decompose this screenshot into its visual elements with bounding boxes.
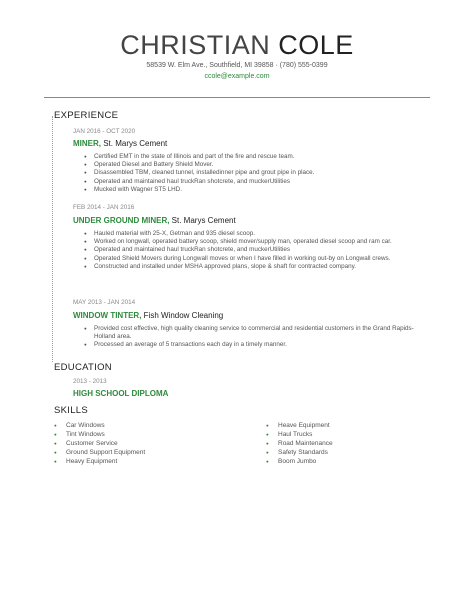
skill-item: ● Car Windows	[54, 422, 145, 431]
contact-line: 58539 W. Elm Ave., Southfield, MI 39858 · (780) 555-0399	[146, 62, 328, 69]
skill-item: ● Customer Service	[54, 440, 145, 449]
list-item: ● Operated Shield Movers during Longwall moves or when I have filled in working out-by on Longwall crews.	[84, 255, 414, 263]
list-item: ● Operated and maintained haul truckRan shotcrete, and muckerUtilities	[84, 178, 414, 186]
skill-item: ● Ground Support Equipment	[54, 449, 145, 458]
skill-item: ● Heave Equipment	[266, 422, 333, 431]
list-item: ● Provided cost effective, high quality cleaning service to commercial and residential customers in the Grand Rapids-Holland area.	[84, 325, 414, 341]
header-divider	[44, 97, 430, 98]
job-role: WINDOW TINTER,	[73, 311, 142, 320]
first-name: CHRISTIAN	[120, 30, 271, 60]
list-item: ● Operated Diesel and Battery Shield Mover.	[84, 161, 414, 169]
job-company: Fish Window Cleaning	[141, 311, 224, 320]
skills-list-right	[266, 422, 333, 467]
list-item: ● Mucked with Wagner ST5 LHD.	[84, 186, 414, 194]
list-item: ● Operated and maintained haul truckRan shotcrete, and muckerUtilities	[84, 246, 414, 254]
list-item: ● Disassembled TBM, cleaned tunnel, installedinner pipe and grout pipe in place.	[84, 169, 414, 177]
skill-item: ● Safety Standards	[266, 449, 333, 458]
job-bullets	[84, 230, 414, 271]
email-link[interactable]: ccole@example.com	[204, 73, 270, 80]
job-title	[73, 216, 236, 225]
job-company: St. Marys Cement	[101, 139, 168, 148]
list-item: ● Processed an average of 5 transactions each day in a timely manner.	[84, 341, 414, 349]
list-item: ● Constructed and installed under MSHA approved plans, slope & shaft for contracted company.	[84, 263, 414, 271]
section-title-education: EDUCATION	[54, 362, 112, 373]
job-dates: JAN 2016 - OCT 2020	[73, 128, 136, 135]
section-title-experience: EXPERIENCE	[54, 110, 119, 121]
list-item: ● Certified EMT in the state of Illinois and part of the fire and rescue team.	[84, 153, 414, 161]
skill-item: ● Heavy Equipment	[54, 458, 145, 467]
education-dates: 2013 - 2013	[73, 378, 107, 385]
education-degree	[73, 389, 168, 398]
job-role: UNDER GROUND MINER,	[73, 216, 170, 225]
last-name: COLE	[278, 30, 354, 60]
skill-item: ● Boom Jumbo	[266, 458, 333, 467]
section-title-skills: SKILLS	[54, 405, 89, 416]
job-bullets	[84, 325, 414, 350]
degree-name: HIGH SCHOOL DIPLOMA	[73, 389, 169, 398]
skill-item: ● Road Maintenance	[266, 440, 333, 449]
experience-rail	[52, 116, 53, 362]
job-dates: MAY 2013 - JAN 2014	[73, 299, 136, 306]
skill-item: ● Tint Windows	[54, 431, 145, 440]
job-title	[73, 139, 167, 148]
list-item: ● Hauled material with 25-X, Getman and 935 diesel scoop.	[84, 230, 414, 238]
skill-item: ● Haul Trucks	[266, 431, 333, 440]
job-title	[73, 311, 223, 320]
resume-name	[0, 30, 474, 61]
skills-list-left	[54, 422, 145, 467]
job-role: MINER,	[73, 139, 101, 148]
job-dates: FEB 2014 - JAN 2016	[73, 204, 135, 211]
job-company: St. Marys Cement	[169, 216, 236, 225]
job-bullets	[84, 153, 414, 194]
list-item: ● Worked on longwall, operated battery scoop, shield mover/supply man, operated diesel scoop and ram car.	[84, 238, 414, 246]
